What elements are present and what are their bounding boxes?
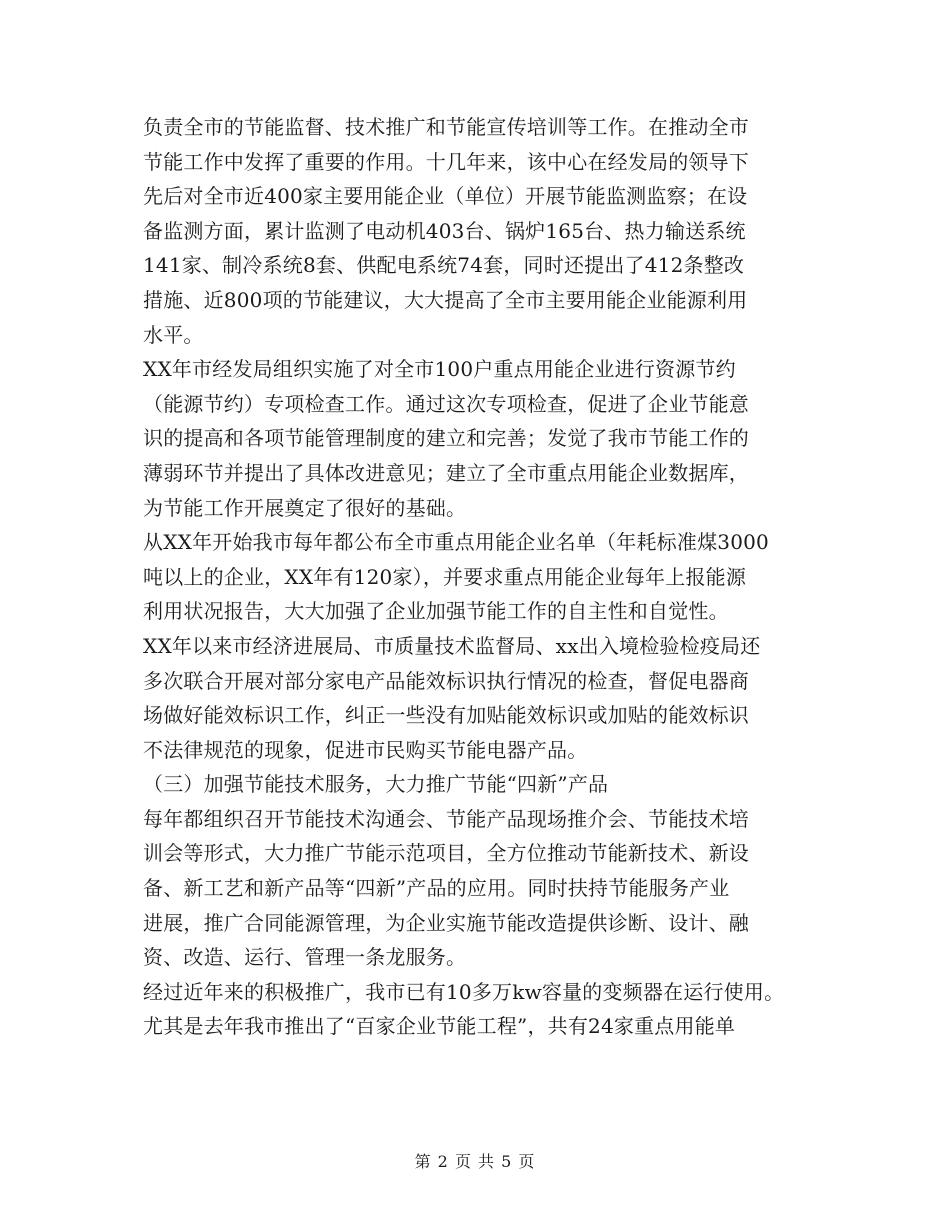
- text-line: 为节能工作开展奠定了很好的基础。: [143, 495, 467, 520]
- text-line: （能源节约）专项检查工作。通过这次专项检查，促进了企业节能意: [143, 391, 749, 416]
- text-line: 先后对全市近400家主要用能企业（单位）开展节能监测监察；在设: [143, 184, 748, 209]
- text-line: 节能工作中发挥了重要的作用。十几年来，该中心在经发局的领导下: [143, 149, 749, 174]
- text-line: 识的提高和各项节能管理制度的建立和完善；发觉了我市节能工作的: [143, 426, 749, 451]
- text-line: 备监测方面，累计监测了电动机403台、锅炉165台、热力输送系统: [143, 218, 746, 243]
- text-line: 薄弱环节并提出了具体改进意见；建立了全市重点用能企业数据库，: [143, 460, 749, 485]
- text-line: 利用状况报告，大大加强了企业加强节能工作的自主性和自觉性。: [143, 599, 729, 624]
- body-text: [143, 110, 823, 1044]
- text-line: 备、新工艺和新产品等“四新”产品的应用。同时扶持节能服务产业: [143, 876, 730, 901]
- text-line: 吨以上的企业，XX年有120家），并要求重点用能企业每年上报能源: [143, 564, 747, 589]
- text-line: 每年都组织召开节能技术沟通会、节能产品现场推介会、节能技术培: [143, 806, 749, 831]
- text-line: XX年以来市经济进展局、市质量技术监督局、xx出入境检验检疫局还: [143, 633, 761, 658]
- text-line: 141家、制冷系统8套、供配电系统74套，同时还提出了412条整改: [143, 253, 745, 278]
- text-line: 经过近年来的积极推广，我市已有10多万kw容量的变频器在运行使用。: [143, 979, 785, 1004]
- page-number-footer: 第 2 页 共 5 页: [414, 1152, 536, 1171]
- text-line: 水平。: [143, 322, 204, 347]
- text-line: 资、改造、运行、管理一条龙服务。: [143, 945, 467, 970]
- text-line: 负责全市的节能监督、技术推广和节能宣传培训等工作。在推动全市: [143, 115, 749, 139]
- text-line: 多次联合开展对部分家电产品能效标识执行情况的检查，督促电器商: [143, 668, 749, 693]
- section-heading: （三）加强节能技术服务，大力推广节能“四新”产品: [143, 772, 609, 797]
- text-line: 尤其是去年我市推出了“百家企业节能工程”，共有24家重点用能单: [143, 1014, 736, 1039]
- text-line: 不法律规范的现象，促进市民购买节能电器产品。: [143, 737, 588, 762]
- text-line: 措施、近800项的节能建议，大大提高了全市主要用能企业能源利用: [143, 287, 748, 312]
- text-line: XX年市经发局组织实施了对全市100户重点用能企业进行资源节约: [143, 357, 736, 382]
- text-line: 训会等形式，大力推广节能示范项目，全方位推动节能新技术、新设: [143, 841, 749, 866]
- text-line: 从XX年开始我市每年都公布全市重点用能企业名单（年耗标准煤3000: [143, 530, 769, 555]
- text-line: 场做好能效标识工作，纠正一些没有加贴能效标识或加贴的能效标识: [143, 703, 749, 728]
- text-line: 进展，推广合同能源管理，为企业实施节能改造提供诊断、设计、融: [143, 910, 749, 935]
